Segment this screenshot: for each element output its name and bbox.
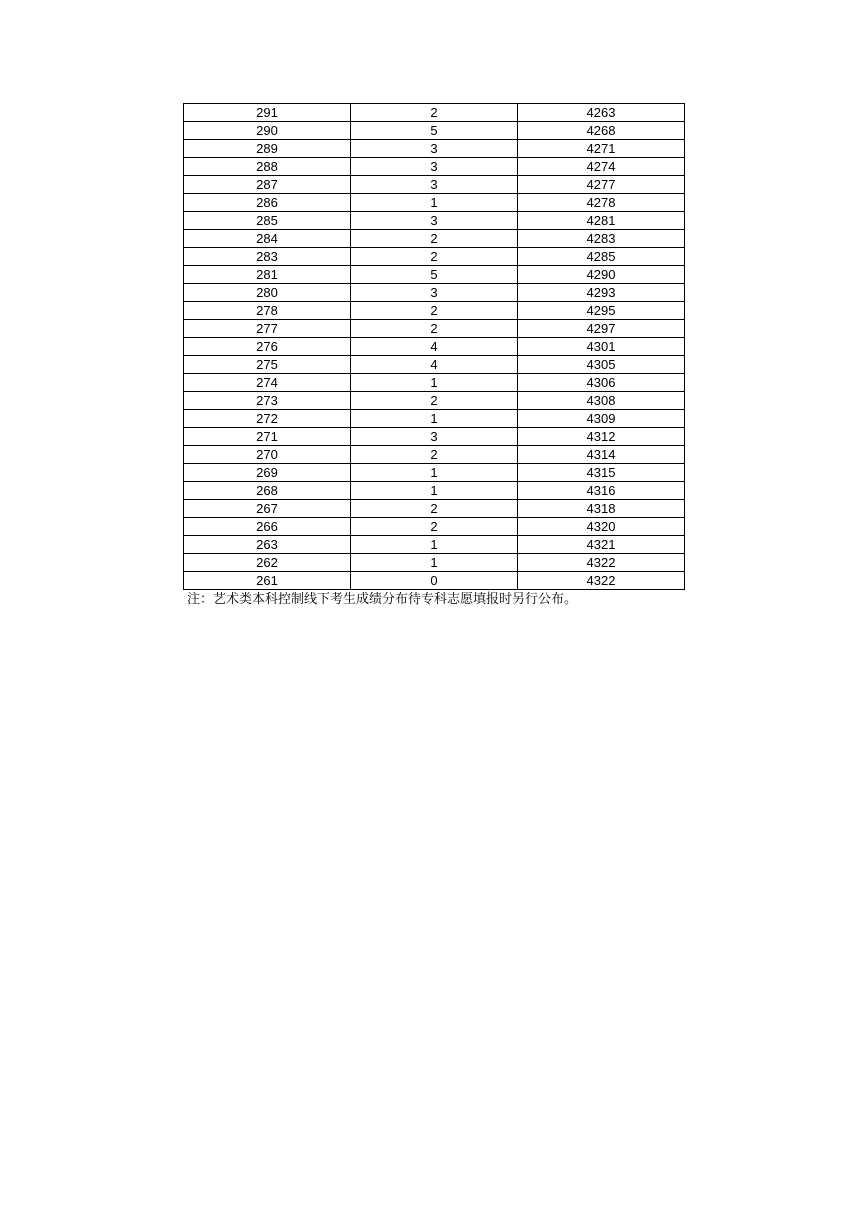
score-cell: 271 [184,428,351,446]
count-cell: 3 [351,140,518,158]
count-cell: 2 [351,500,518,518]
table-row [184,194,685,212]
score-cell: 287 [184,176,351,194]
count-cell: 2 [351,248,518,266]
cumulative-cell: 4268 [518,122,685,140]
count-cell: 1 [351,536,518,554]
score-cell: 278 [184,302,351,320]
table-row [184,356,685,374]
cumulative-cell: 4322 [518,572,685,590]
score-cell: 261 [184,572,351,590]
score-cell: 285 [184,212,351,230]
count-cell: 3 [351,158,518,176]
count-cell: 2 [351,518,518,536]
table-row [184,230,685,248]
table-row [184,302,685,320]
table-row [184,140,685,158]
cumulative-cell: 4277 [518,176,685,194]
table-row [184,320,685,338]
score-cell: 266 [184,518,351,536]
cumulative-cell: 4271 [518,140,685,158]
cumulative-cell: 4263 [518,104,685,122]
cumulative-cell: 4283 [518,230,685,248]
count-cell: 1 [351,410,518,428]
table-row [184,374,685,392]
count-cell: 2 [351,104,518,122]
score-cell: 274 [184,374,351,392]
score-cell: 281 [184,266,351,284]
count-cell: 1 [351,554,518,572]
cumulative-cell: 4316 [518,482,685,500]
score-cell: 283 [184,248,351,266]
table-row [184,410,685,428]
count-cell: 1 [351,464,518,482]
table-row [184,338,685,356]
score-cell: 272 [184,410,351,428]
count-cell: 4 [351,356,518,374]
count-cell: 0 [351,572,518,590]
cumulative-cell: 4314 [518,446,685,464]
count-cell: 2 [351,302,518,320]
table-row [184,518,685,536]
cumulative-cell: 4278 [518,194,685,212]
footnote: 注：艺术类本科控制线下考生成绩分布待专科志愿填报时另行公布。 [187,592,578,607]
table-row [184,122,685,140]
score-cell: 273 [184,392,351,410]
cumulative-cell: 4281 [518,212,685,230]
count-cell: 1 [351,374,518,392]
cumulative-cell: 4320 [518,518,685,536]
cumulative-cell: 4308 [518,392,685,410]
count-cell: 2 [351,230,518,248]
score-cell: 290 [184,122,351,140]
table-row [184,248,685,266]
cumulative-cell: 4285 [518,248,685,266]
score-cell: 262 [184,554,351,572]
score-cell: 268 [184,482,351,500]
table-row [184,446,685,464]
cumulative-cell: 4322 [518,554,685,572]
count-cell: 3 [351,428,518,446]
score-cell: 280 [184,284,351,302]
score-distribution-table [183,103,685,590]
score-cell: 289 [184,140,351,158]
count-cell: 3 [351,176,518,194]
table-row [184,392,685,410]
table-row [184,158,685,176]
score-cell: 270 [184,446,351,464]
cumulative-cell: 4295 [518,302,685,320]
table-row [184,104,685,122]
table-body [184,104,685,590]
table-row [184,572,685,590]
table-row [184,284,685,302]
table-row [184,176,685,194]
table-row [184,464,685,482]
cumulative-cell: 4315 [518,464,685,482]
table-row [184,536,685,554]
cumulative-cell: 4274 [518,158,685,176]
cumulative-cell: 4297 [518,320,685,338]
cumulative-cell: 4293 [518,284,685,302]
cumulative-cell: 4301 [518,338,685,356]
table-row [184,428,685,446]
count-cell: 5 [351,266,518,284]
count-cell: 2 [351,446,518,464]
count-cell: 4 [351,338,518,356]
count-cell: 2 [351,320,518,338]
count-cell: 1 [351,482,518,500]
score-cell: 284 [184,230,351,248]
count-cell: 3 [351,284,518,302]
score-cell: 267 [184,500,351,518]
cumulative-cell: 4309 [518,410,685,428]
count-cell: 5 [351,122,518,140]
cumulative-cell: 4290 [518,266,685,284]
count-cell: 3 [351,212,518,230]
table-row [184,500,685,518]
table-row [184,482,685,500]
score-cell: 291 [184,104,351,122]
score-cell: 269 [184,464,351,482]
score-cell: 275 [184,356,351,374]
score-cell: 277 [184,320,351,338]
table-row [184,212,685,230]
table-row [184,554,685,572]
count-cell: 2 [351,392,518,410]
cumulative-cell: 4306 [518,374,685,392]
score-cell: 288 [184,158,351,176]
count-cell: 1 [351,194,518,212]
table-row [184,266,685,284]
cumulative-cell: 4318 [518,500,685,518]
score-cell: 263 [184,536,351,554]
score-cell: 276 [184,338,351,356]
cumulative-cell: 4312 [518,428,685,446]
cumulative-cell: 4321 [518,536,685,554]
score-cell: 286 [184,194,351,212]
cumulative-cell: 4305 [518,356,685,374]
